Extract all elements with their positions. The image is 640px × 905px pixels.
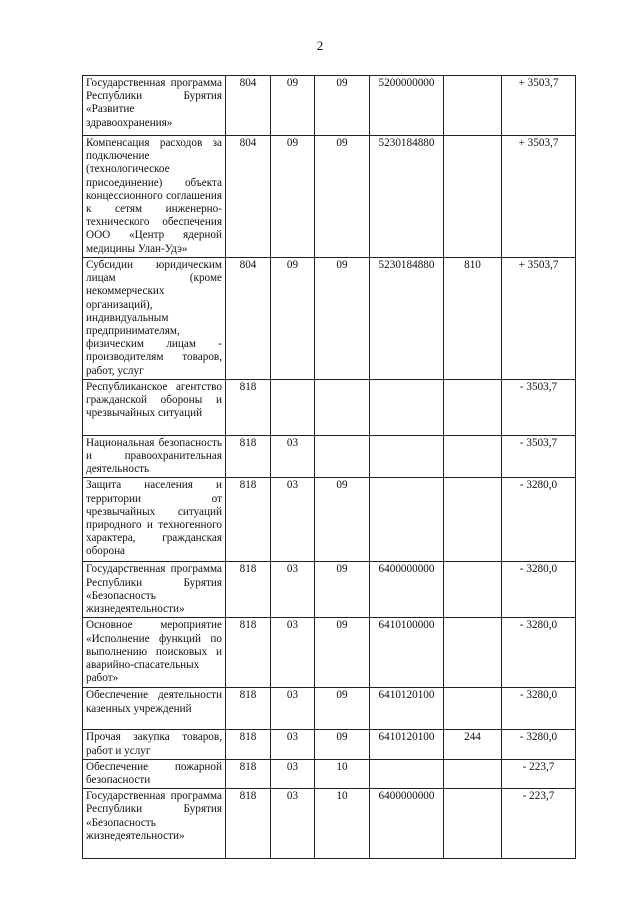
cell-subsection-code [315, 435, 370, 478]
page-number: 2 [316, 38, 324, 53]
cell-section-code: 03 [271, 618, 315, 688]
cell-target-article-code: 6410120100 [370, 730, 444, 759]
cell-expense-type-code [444, 379, 502, 435]
cell-target-article-code [370, 759, 444, 788]
table-row [83, 759, 576, 788]
table-row [83, 730, 576, 759]
cell-target-article-code: 5200000000 [370, 76, 444, 136]
cell-expense-type-code: 244 [444, 730, 502, 759]
cell-ministry-code: 818 [226, 688, 271, 730]
cell-ministry-code: 818 [226, 618, 271, 688]
cell-expense-type-code [444, 759, 502, 788]
cell-expense-type-code [444, 618, 502, 688]
cell-section-code: 03 [271, 789, 315, 859]
cell-section-code: 09 [271, 76, 315, 136]
cell-section-code: 03 [271, 478, 315, 562]
cell-item-name: Защита населения и территории от чрезвычайных ситуаций природного и техногенного характера, гражданская оборона [83, 478, 226, 562]
cell-item-name: Субсидии юридическим лицам (кроме некоммерческих организаций), индивидуальным предпринимателям, физическим лицам - производителям товаров, работ, услуг [83, 258, 226, 380]
cell-ministry-code: 804 [226, 76, 271, 136]
table-row [83, 379, 576, 435]
cell-target-article-code [370, 478, 444, 562]
cell-ministry-code: 804 [226, 136, 271, 258]
cell-ministry-code: 818 [226, 435, 271, 478]
cell-section-code [271, 379, 315, 435]
cell-section-code: 09 [271, 136, 315, 258]
cell-ministry-code: 818 [226, 789, 271, 859]
cell-item-name: Прочая закупка товаров, работ и услуг [83, 730, 226, 759]
cell-expense-type-code [444, 136, 502, 258]
cell-expense-type-code: 810 [444, 258, 502, 380]
cell-item-name: Республиканское агентство гражданской обороны и чрезвычайных ситуаций [83, 379, 226, 435]
cell-amount: + 3503,7 [502, 76, 576, 136]
cell-subsection-code: 09 [315, 730, 370, 759]
cell-target-article-code: 6400000000 [370, 789, 444, 859]
cell-amount: + 3503,7 [502, 258, 576, 380]
cell-target-article-code: 5230184880 [370, 258, 444, 380]
cell-section-code: 03 [271, 730, 315, 759]
table-row [83, 789, 576, 859]
cell-amount: - 3503,7 [502, 435, 576, 478]
cell-item-name: Компенсация расходов за подключение (технологическое присоединение) объекта концессионного соглашения к сетям инженерно-технического обеспечения ООО «Центр ядерной медицины Улан-Удэ» [83, 136, 226, 258]
table-row [83, 258, 576, 380]
table-row [83, 562, 576, 618]
cell-expense-type-code [444, 478, 502, 562]
table-row [83, 76, 576, 136]
table-row [83, 136, 576, 258]
cell-subsection-code: 09 [315, 76, 370, 136]
cell-amount: - 3280,0 [502, 688, 576, 730]
cell-subsection-code: 10 [315, 759, 370, 788]
cell-item-name: Национальная безопасность и правоохранительная деятельность [83, 435, 226, 478]
budget-table-body [83, 76, 576, 859]
cell-ministry-code: 804 [226, 258, 271, 380]
table-row [83, 435, 576, 478]
cell-subsection-code: 09 [315, 478, 370, 562]
cell-ministry-code: 818 [226, 759, 271, 788]
cell-subsection-code: 09 [315, 258, 370, 380]
cell-expense-type-code [444, 562, 502, 618]
cell-section-code: 03 [271, 562, 315, 618]
cell-subsection-code: 09 [315, 562, 370, 618]
cell-item-name: Обеспечение деятельности казенных учреждений [83, 688, 226, 730]
cell-section-code: 03 [271, 688, 315, 730]
cell-section-code: 09 [271, 258, 315, 380]
cell-amount: - 3280,0 [502, 478, 576, 562]
cell-amount: - 3503,7 [502, 379, 576, 435]
cell-subsection-code: 09 [315, 688, 370, 730]
cell-target-article-code [370, 379, 444, 435]
cell-item-name: Государственная программа Республики Бурятия «Безопасность жизнедеятельности» [83, 562, 226, 618]
cell-target-article-code [370, 435, 444, 478]
cell-target-article-code: 6400000000 [370, 562, 444, 618]
cell-subsection-code: 09 [315, 136, 370, 258]
cell-item-name: Основное мероприятие «Исполнение функций по выполнению поисковых и аварийно-спасательных работ» [83, 618, 226, 688]
cell-section-code: 03 [271, 435, 315, 478]
cell-target-article-code: 5230184880 [370, 136, 444, 258]
cell-target-article-code: 6410100000 [370, 618, 444, 688]
cell-amount: - 3280,0 [502, 562, 576, 618]
cell-item-name: Государственная программа Республики Бурятия «Безопасность жизнедеятельности» [83, 789, 226, 859]
cell-section-code: 03 [271, 759, 315, 788]
cell-amount: - 223,7 [502, 759, 576, 788]
cell-ministry-code: 818 [226, 478, 271, 562]
cell-ministry-code: 818 [226, 730, 271, 759]
cell-subsection-code [315, 379, 370, 435]
cell-expense-type-code [444, 688, 502, 730]
budget-table [82, 75, 576, 859]
cell-item-name: Обеспечение пожарной безопасности [83, 759, 226, 788]
cell-amount: - 3280,0 [502, 618, 576, 688]
table-row [83, 688, 576, 730]
cell-target-article-code: 6410120100 [370, 688, 444, 730]
cell-amount: - 3280,0 [502, 730, 576, 759]
cell-expense-type-code [444, 435, 502, 478]
cell-expense-type-code [444, 789, 502, 859]
cell-amount: - 223,7 [502, 789, 576, 859]
table-row [83, 478, 576, 562]
table-row [83, 618, 576, 688]
cell-subsection-code: 10 [315, 789, 370, 859]
cell-ministry-code: 818 [226, 379, 271, 435]
cell-amount: + 3503,7 [502, 136, 576, 258]
cell-ministry-code: 818 [226, 562, 271, 618]
cell-item-name: Государственная программа Республики Бурятия «Развитие здравоохранения» [83, 76, 226, 136]
cell-subsection-code: 09 [315, 618, 370, 688]
cell-expense-type-code [444, 76, 502, 136]
